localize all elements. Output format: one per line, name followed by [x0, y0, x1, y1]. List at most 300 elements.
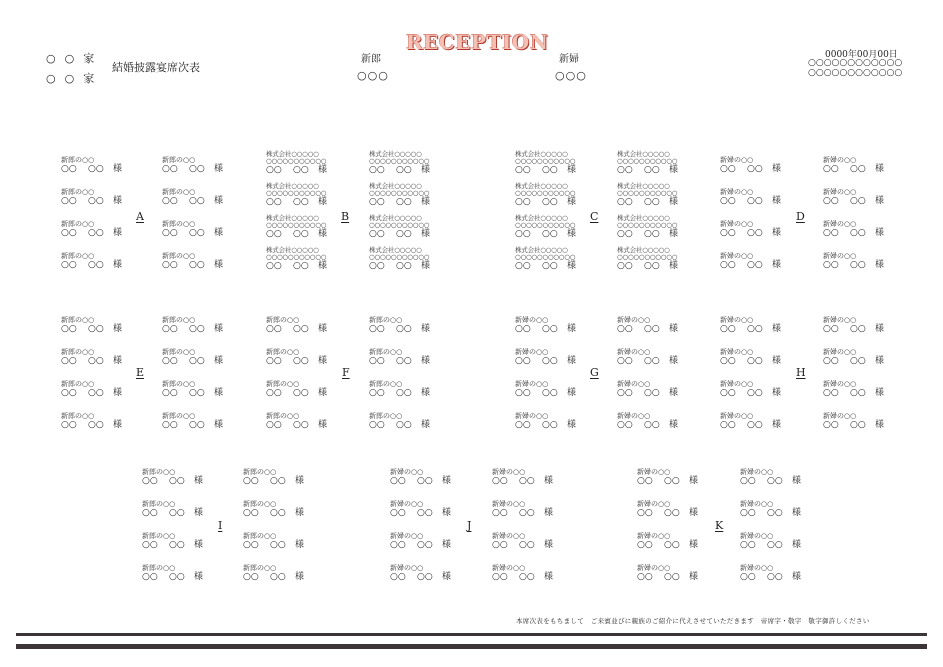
guest-given-name: ○○	[88, 356, 104, 366]
guest-honorific: 様	[318, 165, 328, 175]
guest-given-name: ○○	[519, 476, 535, 486]
guest-honorific: 様	[669, 324, 679, 334]
guest-given-name: ○○	[747, 420, 763, 430]
guest-honorific: 様	[214, 356, 224, 366]
seat-card	[515, 316, 595, 342]
guest-honorific: 様	[442, 572, 452, 582]
seat-card	[823, 252, 903, 278]
guest-given-name: ○○	[293, 420, 309, 430]
seat-card	[720, 220, 800, 246]
seat-card	[390, 532, 470, 558]
seat-card	[637, 532, 717, 558]
seat-card	[266, 412, 346, 438]
guest-relation: 新婦の○○	[740, 468, 774, 476]
guest-honorific: 様	[295, 476, 305, 486]
seat-card	[369, 247, 449, 277]
guest-honorific: 様	[113, 260, 123, 270]
guest-company: 株式会社○○○○○	[515, 182, 568, 190]
guest-honorific: 様	[113, 228, 123, 238]
seat-card	[823, 380, 903, 406]
guest-given-name: ○○	[644, 165, 660, 175]
guest-family-name: ○○	[142, 540, 158, 550]
guest-honorific: 様	[113, 356, 123, 366]
guest-company: 株式会社○○○○○	[369, 246, 422, 254]
groom-family-name: ○○家	[46, 52, 104, 65]
guest-family-name: ○○	[390, 476, 406, 486]
guest-given-name: ○○	[747, 196, 763, 206]
guest-honorific: 様	[113, 196, 123, 206]
guest-given-name: ○○	[169, 508, 185, 518]
guest-honorific: 様	[772, 260, 782, 270]
guest-family-name: ○○	[369, 165, 385, 175]
seat-card	[162, 188, 242, 214]
seat-card	[720, 348, 800, 374]
guest-honorific: 様	[113, 164, 123, 174]
guest-honorific: 様	[567, 165, 577, 175]
seat-card	[61, 220, 141, 246]
seat-card	[492, 500, 572, 526]
guest-honorific: 様	[421, 165, 431, 175]
guest-relation: 新婦の○○	[492, 532, 526, 540]
guest-family-name: ○○	[823, 356, 839, 366]
guest-department: ○○○○○○○○○○○	[266, 189, 327, 197]
guest-family-name: ○○	[266, 324, 282, 334]
guest-family-name: ○○	[492, 476, 508, 486]
guest-family-name: ○○	[637, 476, 653, 486]
footer-rule-bottom	[16, 644, 927, 649]
seat-card	[720, 252, 800, 278]
guest-family-name: ○○	[823, 388, 839, 398]
guest-company: 株式会社○○○○○	[369, 150, 422, 158]
seat-card	[617, 247, 697, 277]
guest-family-name: ○○	[617, 420, 633, 430]
guest-given-name: ○○	[850, 164, 866, 174]
table-label: E	[136, 366, 145, 379]
seat-card	[823, 412, 903, 438]
guest-department: ○○○○○○○○○○○	[266, 221, 327, 229]
guest-given-name: ○○	[850, 228, 866, 238]
guest-relation: 新郎の○○	[266, 348, 300, 356]
guest-family-name: ○○	[369, 197, 385, 207]
guest-given-name: ○○	[88, 420, 104, 430]
guest-family-name: ○○	[61, 228, 77, 238]
guest-family-name: ○○	[617, 388, 633, 398]
guest-honorific: 様	[113, 388, 123, 398]
guest-given-name: ○○	[542, 229, 558, 239]
guest-given-name: ○○	[644, 420, 660, 430]
seat-card	[515, 247, 595, 277]
guest-department: ○○○○○○○○○○○	[369, 157, 430, 165]
guest-family-name: ○○	[266, 356, 282, 366]
seat-card	[243, 500, 323, 526]
guest-relation: 新郎の○○	[61, 380, 95, 388]
guest-honorific: 様	[875, 196, 885, 206]
guest-department: ○○○○○○○○○○○	[369, 221, 430, 229]
guest-given-name: ○○	[519, 572, 535, 582]
guest-honorific: 様	[772, 324, 782, 334]
seat-card	[740, 500, 820, 526]
guest-relation: 新婦の○○	[720, 316, 754, 324]
seat-card	[823, 188, 903, 214]
guest-relation: 新婦の○○	[823, 156, 857, 164]
seat-card	[637, 500, 717, 526]
groom-label: 新郎	[361, 54, 381, 65]
guest-department: ○○○○○○○○○○○	[515, 189, 576, 197]
page-title: RECEPTION	[406, 30, 549, 54]
guest-honorific: 様	[214, 324, 224, 334]
seat-card	[617, 348, 697, 374]
guest-honorific: 様	[875, 228, 885, 238]
seat-card	[243, 532, 323, 558]
guest-honorific: 様	[421, 197, 431, 207]
guest-given-name: ○○	[664, 540, 680, 550]
seat-card	[492, 532, 572, 558]
guest-relation: 新郎の○○	[142, 564, 176, 572]
guest-relation: 新郎の○○	[266, 316, 300, 324]
table-label: B	[341, 210, 350, 223]
guest-honorific: 様	[113, 420, 123, 430]
guest-honorific: 様	[544, 540, 554, 550]
seat-card	[617, 151, 697, 181]
seat-card	[369, 380, 449, 406]
guest-given-name: ○○	[88, 324, 104, 334]
guest-family-name: ○○	[823, 164, 839, 174]
guest-relation: 新郎の○○	[162, 252, 196, 260]
seat-card	[369, 183, 449, 213]
guest-family-name: ○○	[720, 260, 736, 270]
guest-given-name: ○○	[270, 476, 286, 486]
guest-given-name: ○○	[189, 196, 205, 206]
guest-given-name: ○○	[293, 261, 309, 271]
guest-honorific: 様	[318, 388, 328, 398]
guest-given-name: ○○	[189, 388, 205, 398]
guest-given-name: ○○	[270, 572, 286, 582]
guest-given-name: ○○	[850, 196, 866, 206]
guest-family-name: ○○	[61, 260, 77, 270]
guest-honorific: 様	[875, 356, 885, 366]
guest-family-name: ○○	[823, 196, 839, 206]
guest-honorific: 様	[669, 229, 679, 239]
guest-relation: 新婦の○○	[390, 564, 424, 572]
seat-card	[390, 564, 470, 590]
guest-given-name: ○○	[850, 420, 866, 430]
guest-family-name: ○○	[266, 229, 282, 239]
guest-family-name: ○○	[515, 197, 531, 207]
guest-relation: 新郎の○○	[162, 188, 196, 196]
guest-family-name: ○○	[243, 572, 259, 582]
guest-given-name: ○○	[88, 228, 104, 238]
guest-honorific: 様	[567, 324, 577, 334]
seat-card	[515, 348, 595, 374]
bride-name: ○○○	[555, 69, 587, 82]
guest-family-name: ○○	[162, 324, 178, 334]
guest-department: ○○○○○○○○○○○	[515, 157, 576, 165]
seat-card	[617, 412, 697, 438]
guest-honorific: 様	[194, 476, 204, 486]
guest-honorific: 様	[689, 508, 699, 518]
guest-honorific: 様	[318, 356, 328, 366]
guest-honorific: 様	[772, 356, 782, 366]
guest-honorific: 様	[875, 324, 885, 334]
seat-card	[61, 156, 141, 182]
guest-given-name: ○○	[293, 324, 309, 334]
guest-honorific: 様	[318, 229, 328, 239]
guest-given-name: ○○	[396, 420, 412, 430]
guest-family-name: ○○	[162, 196, 178, 206]
guest-relation: 新婦の○○	[720, 156, 754, 164]
guest-relation: 新郎の○○	[162, 220, 196, 228]
guest-relation: 新郎の○○	[61, 316, 95, 324]
guest-honorific: 様	[875, 388, 885, 398]
guest-given-name: ○○	[850, 356, 866, 366]
guest-honorific: 様	[792, 476, 802, 486]
guest-relation: 新婦の○○	[720, 220, 754, 228]
guest-family-name: ○○	[162, 388, 178, 398]
guest-given-name: ○○	[664, 508, 680, 518]
guest-given-name: ○○	[169, 540, 185, 550]
guest-family-name: ○○	[61, 196, 77, 206]
guest-honorific: 様	[194, 572, 204, 582]
guest-given-name: ○○	[417, 508, 433, 518]
guest-given-name: ○○	[396, 165, 412, 175]
guest-family-name: ○○	[740, 572, 756, 582]
guest-family-name: ○○	[740, 476, 756, 486]
guest-family-name: ○○	[515, 388, 531, 398]
document-caption: 結婚披露宴席次表	[112, 61, 200, 74]
guest-given-name: ○○	[767, 540, 783, 550]
guest-given-name: ○○	[189, 260, 205, 270]
guest-company: 株式会社○○○○○	[515, 214, 568, 222]
guest-honorific: 様	[689, 540, 699, 550]
guest-company: 株式会社○○○○○	[266, 246, 319, 254]
guest-family-name: ○○	[162, 260, 178, 270]
guest-honorific: 様	[875, 260, 885, 270]
guest-family-name: ○○	[61, 356, 77, 366]
guest-given-name: ○○	[664, 572, 680, 582]
guest-family-name: ○○	[740, 540, 756, 550]
seat-card	[142, 532, 222, 558]
guest-relation: 新郎の○○	[61, 188, 95, 196]
guest-given-name: ○○	[88, 260, 104, 270]
guest-relation: 新郎の○○	[162, 380, 196, 388]
guest-family-name: ○○	[720, 164, 736, 174]
guest-family-name: ○○	[61, 388, 77, 398]
guest-family-name: ○○	[369, 229, 385, 239]
guest-given-name: ○○	[767, 476, 783, 486]
guest-honorific: 様	[567, 388, 577, 398]
guest-family-name: ○○	[617, 197, 633, 207]
guest-relation: 新婦の○○	[823, 412, 857, 420]
guest-relation: 新婦の○○	[823, 252, 857, 260]
seat-card	[162, 380, 242, 406]
guest-family-name: ○○	[823, 228, 839, 238]
seat-card	[720, 316, 800, 342]
seat-card	[740, 468, 820, 494]
seat-card	[61, 380, 141, 406]
guest-family-name: ○○	[515, 261, 531, 271]
guest-family-name: ○○	[61, 324, 77, 334]
guest-relation: 新婦の○○	[390, 532, 424, 540]
guest-given-name: ○○	[88, 164, 104, 174]
guest-given-name: ○○	[293, 356, 309, 366]
guest-family-name: ○○	[637, 508, 653, 518]
guest-relation: 新郎の○○	[162, 156, 196, 164]
guest-family-name: ○○	[720, 228, 736, 238]
guest-given-name: ○○	[293, 229, 309, 239]
guest-relation: 新郎の○○	[266, 380, 300, 388]
guest-relation: 新婦の○○	[390, 500, 424, 508]
guest-company: 株式会社○○○○○	[617, 182, 670, 190]
guest-department: ○○○○○○○○○○○	[266, 157, 327, 165]
seat-card	[243, 468, 323, 494]
guest-honorific: 様	[772, 388, 782, 398]
guest-family-name: ○○	[720, 420, 736, 430]
seat-card	[369, 215, 449, 245]
guest-family-name: ○○	[740, 508, 756, 518]
guest-relation: 新婦の○○	[720, 188, 754, 196]
guest-family-name: ○○	[515, 420, 531, 430]
guest-given-name: ○○	[169, 476, 185, 486]
seat-card	[740, 564, 820, 590]
guest-given-name: ○○	[644, 261, 660, 271]
seat-card	[369, 348, 449, 374]
seat-card	[823, 220, 903, 246]
guest-given-name: ○○	[293, 197, 309, 207]
guest-given-name: ○○	[396, 229, 412, 239]
guest-honorific: 様	[318, 324, 328, 334]
seat-card	[369, 151, 449, 181]
guest-relation: 新婦の○○	[637, 532, 671, 540]
seat-card	[515, 412, 595, 438]
guest-relation: 新婦の○○	[740, 532, 774, 540]
guest-given-name: ○○	[417, 476, 433, 486]
guest-relation: 新郎の○○	[243, 564, 277, 572]
seat-card	[492, 564, 572, 590]
guest-family-name: ○○	[515, 165, 531, 175]
guest-relation: 新郎の○○	[61, 348, 95, 356]
guest-honorific: 様	[669, 165, 679, 175]
seat-card	[162, 348, 242, 374]
guest-relation: 新婦の○○	[515, 316, 549, 324]
guest-relation: 新郎の○○	[369, 316, 403, 324]
guest-honorific: 様	[113, 324, 123, 334]
guest-given-name: ○○	[747, 260, 763, 270]
guest-family-name: ○○	[266, 197, 282, 207]
guest-given-name: ○○	[396, 388, 412, 398]
guest-honorific: 様	[194, 540, 204, 550]
guest-department: ○○○○○○○○○○○	[617, 253, 678, 261]
seat-card	[266, 215, 346, 245]
guest-given-name: ○○	[747, 356, 763, 366]
guest-family-name: ○○	[266, 388, 282, 398]
guest-family-name: ○○	[390, 572, 406, 582]
guest-honorific: 様	[792, 508, 802, 518]
guest-given-name: ○○	[644, 356, 660, 366]
seat-card	[617, 183, 697, 213]
guest-honorific: 様	[442, 508, 452, 518]
guest-family-name: ○○	[142, 508, 158, 518]
guest-family-name: ○○	[61, 420, 77, 430]
guest-given-name: ○○	[189, 164, 205, 174]
seat-card	[142, 468, 222, 494]
seat-card	[617, 316, 697, 342]
guest-relation: 新郎の○○	[243, 532, 277, 540]
guest-given-name: ○○	[270, 540, 286, 550]
guest-company: 株式会社○○○○○	[369, 214, 422, 222]
seat-card	[720, 380, 800, 406]
guest-given-name: ○○	[747, 388, 763, 398]
guest-relation: 新婦の○○	[492, 564, 526, 572]
guest-given-name: ○○	[767, 572, 783, 582]
guest-family-name: ○○	[390, 508, 406, 518]
guest-honorific: 様	[421, 356, 431, 366]
guest-family-name: ○○	[823, 420, 839, 430]
guest-honorific: 様	[772, 228, 782, 238]
venue-line-1: ○○○○○○○○○○○○	[808, 58, 903, 68]
guest-honorific: 様	[669, 420, 679, 430]
seat-card	[740, 532, 820, 558]
guest-given-name: ○○	[396, 261, 412, 271]
guest-honorific: 様	[544, 476, 554, 486]
guest-family-name: ○○	[162, 356, 178, 366]
guest-honorific: 様	[214, 164, 224, 174]
guest-department: ○○○○○○○○○○○	[369, 189, 430, 197]
guest-honorific: 様	[214, 260, 224, 270]
guest-family-name: ○○	[823, 260, 839, 270]
guest-company: 株式会社○○○○○	[266, 182, 319, 190]
guest-family-name: ○○	[369, 388, 385, 398]
guest-honorific: 様	[318, 420, 328, 430]
guest-relation: 新婦の○○	[720, 252, 754, 260]
guest-given-name: ○○	[542, 324, 558, 334]
guest-department: ○○○○○○○○○○○	[617, 221, 678, 229]
bride-label: 新婦	[559, 54, 579, 65]
seat-card	[162, 220, 242, 246]
seat-card	[369, 412, 449, 438]
guest-family-name: ○○	[515, 356, 531, 366]
guest-relation: 新郎の○○	[369, 380, 403, 388]
guest-given-name: ○○	[542, 197, 558, 207]
guest-family-name: ○○	[617, 165, 633, 175]
seat-card	[162, 316, 242, 342]
guest-given-name: ○○	[542, 388, 558, 398]
guest-family-name: ○○	[243, 476, 259, 486]
guest-given-name: ○○	[88, 196, 104, 206]
guest-family-name: ○○	[492, 572, 508, 582]
seat-card	[266, 348, 346, 374]
seat-card	[61, 188, 141, 214]
seat-card	[61, 316, 141, 342]
seat-card	[266, 183, 346, 213]
table-label: D	[796, 210, 805, 223]
guest-given-name: ○○	[293, 388, 309, 398]
guest-honorific: 様	[669, 197, 679, 207]
guest-given-name: ○○	[747, 164, 763, 174]
guest-honorific: 様	[421, 420, 431, 430]
guest-given-name: ○○	[519, 540, 535, 550]
guest-given-name: ○○	[644, 197, 660, 207]
guest-relation: 新婦の○○	[492, 468, 526, 476]
guest-given-name: ○○	[767, 508, 783, 518]
guest-given-name: ○○	[88, 388, 104, 398]
guest-family-name: ○○	[492, 508, 508, 518]
guest-relation: 新婦の○○	[637, 564, 671, 572]
guest-honorific: 様	[567, 356, 577, 366]
guest-honorific: 様	[194, 508, 204, 518]
guest-given-name: ○○	[189, 356, 205, 366]
guest-relation: 新郎の○○	[142, 532, 176, 540]
guest-given-name: ○○	[270, 508, 286, 518]
